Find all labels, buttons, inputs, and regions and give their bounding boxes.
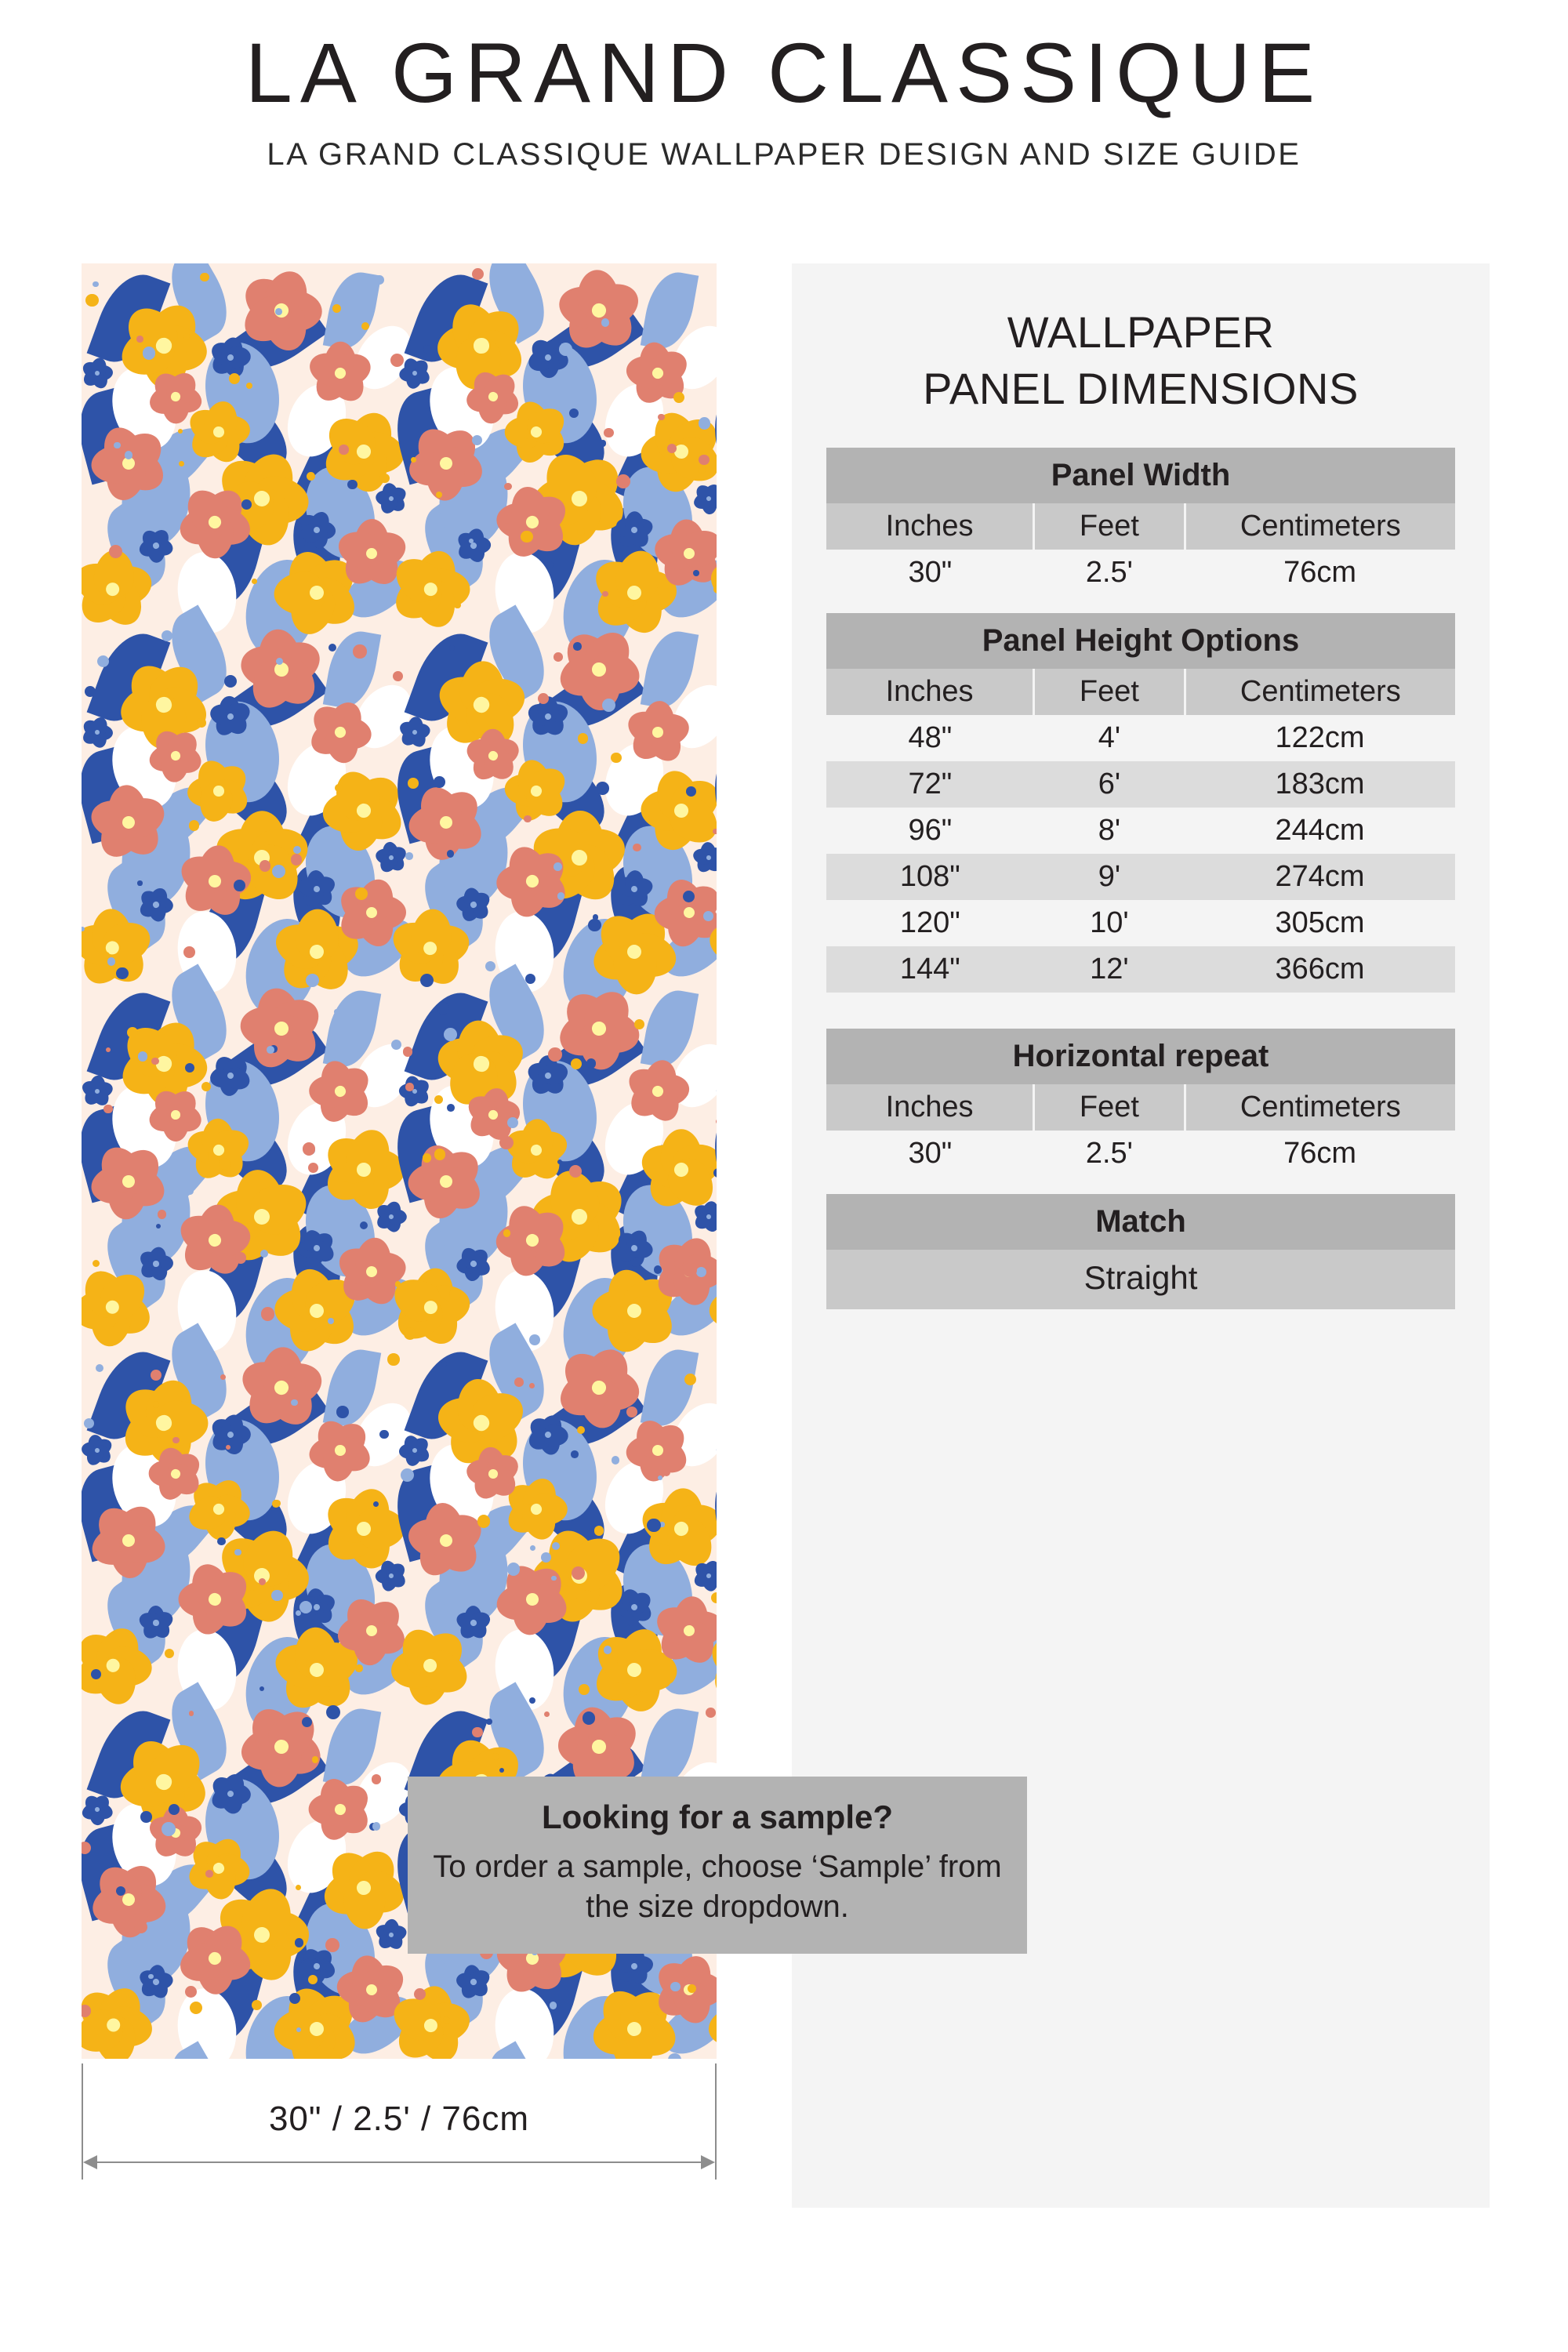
- accent-dot: [93, 281, 99, 288]
- accent-dot: [355, 1664, 362, 1671]
- accent-dot: [97, 655, 109, 667]
- cell-inches: 108": [826, 854, 1034, 900]
- pattern-tile: [399, 622, 717, 982]
- cell-feet: 6': [1034, 761, 1185, 808]
- accent-dot: [308, 1975, 318, 1984]
- table-header-row: [826, 1084, 1455, 1131]
- accent-dot: [559, 343, 572, 356]
- accent-dot: [504, 523, 511, 530]
- match-heading: Match: [826, 1194, 1455, 1250]
- accent-dot: [252, 2000, 262, 2010]
- column-header-centimeters: Centimeters: [1185, 669, 1455, 715]
- accent-dot: [577, 1426, 585, 1434]
- accent-dot: [116, 967, 128, 979]
- accent-dot: [404, 1327, 416, 1340]
- accent-dot: [312, 1756, 318, 1762]
- accent-dot: [261, 1307, 275, 1321]
- accent-dot: [658, 414, 664, 420]
- column-header-centimeters: Centimeters: [1185, 503, 1455, 550]
- flower-shape: [303, 1414, 377, 1487]
- accent-dot: [379, 474, 389, 483]
- accent-dot: [486, 1719, 492, 1725]
- accent-dot: [514, 1377, 524, 1387]
- accent-dot: [96, 1364, 103, 1372]
- column-header-feet: Feet: [1034, 669, 1185, 715]
- accent-dot: [272, 1500, 280, 1508]
- table-row: [826, 715, 1455, 761]
- accent-dot: [136, 336, 143, 343]
- column-header-inches: Inches: [826, 669, 1034, 715]
- accent-dot: [644, 811, 650, 816]
- accent-dot: [291, 1399, 298, 1406]
- accent-dot: [307, 472, 315, 481]
- accent-dot: [372, 1774, 381, 1784]
- flower-shape: [138, 1246, 175, 1283]
- flower-shape: [138, 1605, 173, 1640]
- accent-dot: [408, 778, 419, 789]
- accent-dot: [241, 499, 252, 510]
- accent-dot: [611, 753, 622, 764]
- accent-dot: [699, 455, 709, 465]
- pattern-tile: [399, 263, 717, 622]
- accent-dot: [654, 1265, 662, 1273]
- accent-dot: [573, 642, 582, 651]
- accent-dot: [524, 815, 531, 822]
- accent-dot: [156, 1224, 161, 1229]
- horizontal-repeat-table: [826, 1084, 1455, 1177]
- accent-dot: [368, 1240, 376, 1248]
- accent-dot: [541, 1552, 551, 1563]
- flower-shape: [209, 1054, 253, 1098]
- accent-dot: [328, 1318, 334, 1324]
- flower-shape: [489, 1556, 575, 1642]
- table-row: [826, 900, 1455, 946]
- accent-dot: [372, 2021, 383, 2031]
- accent-dot: [375, 275, 384, 285]
- pattern-tile: [82, 982, 399, 1341]
- accent-dot: [205, 1363, 216, 1374]
- table-row: [826, 946, 1455, 993]
- accent-dot: [103, 1105, 112, 1113]
- cell-centimeters: 305cm: [1275, 906, 1365, 940]
- accent-dot: [95, 379, 102, 387]
- accent-dot: [693, 570, 699, 575]
- accent-dot: [503, 1229, 510, 1236]
- accent-dot: [593, 914, 598, 920]
- cell-inches: 30": [908, 556, 953, 590]
- accent-dot: [84, 1418, 94, 1428]
- accent-dot: [411, 457, 416, 463]
- accent-dot: [179, 461, 184, 466]
- accent-dot: [326, 1705, 340, 1719]
- accent-dot: [260, 1250, 268, 1258]
- accent-dot: [454, 602, 460, 608]
- column-header-inches: Inches: [826, 503, 1034, 550]
- accent-dot: [186, 1188, 193, 1195]
- accent-dot: [137, 880, 142, 885]
- accent-dot: [205, 1870, 213, 1878]
- cell-feet: 2.5': [1085, 1137, 1133, 1171]
- accent-dot: [472, 1727, 483, 1738]
- accent-dot: [521, 531, 532, 543]
- accent-dot: [217, 1537, 225, 1545]
- accent-dot: [499, 1136, 513, 1149]
- table-header-row: [826, 503, 1455, 550]
- pattern-tile: [82, 1341, 399, 1700]
- accent-dot: [423, 1153, 432, 1163]
- accent-dot: [379, 1430, 388, 1439]
- accent-dot: [683, 891, 695, 902]
- pattern-tile: [399, 982, 717, 1341]
- accent-dot: [477, 1515, 490, 1527]
- panel-width-heading: Panel Width: [826, 448, 1455, 503]
- accent-dot: [289, 1993, 300, 2004]
- accent-dot: [529, 1697, 535, 1704]
- cell-feet: 2.5': [1085, 556, 1133, 590]
- accent-dot: [571, 1450, 578, 1457]
- accent-dot: [271, 1590, 282, 1601]
- accent-dot: [604, 1646, 612, 1654]
- cell-feet: 12': [1034, 946, 1185, 993]
- table-row: [826, 550, 1455, 596]
- page-subtitle: LA GRAND CLASSIQUE WALLPAPER DESIGN AND SIZE GUIDE: [267, 137, 1301, 172]
- accent-dot: [403, 1047, 412, 1056]
- accent-dot: [703, 911, 713, 921]
- accent-dot: [190, 2002, 202, 2014]
- sample-box-title: Looking for a sample?: [541, 1798, 894, 1835]
- cell-centimeters: 122cm: [1275, 721, 1365, 755]
- column-header-inches: Inches: [826, 1084, 1034, 1131]
- accent-dot: [246, 383, 252, 389]
- accent-dot: [633, 844, 641, 852]
- flower-shape: [624, 699, 691, 766]
- accent-dot: [684, 1374, 696, 1385]
- cell-feet: 8': [1098, 814, 1121, 848]
- accent-dot: [295, 1938, 304, 1947]
- cell-feet: 10': [1090, 906, 1129, 940]
- accent-dot: [604, 428, 613, 437]
- accent-dot: [531, 1256, 536, 1261]
- accent-dot: [434, 1149, 445, 1160]
- accent-dot: [303, 1142, 315, 1155]
- accent-dot: [447, 850, 455, 858]
- arrow-right-icon: [701, 2155, 715, 2169]
- accent-dot: [579, 1684, 590, 1695]
- accent-dot: [634, 1019, 644, 1029]
- accent-dot: [699, 417, 711, 430]
- table-row: [826, 854, 1455, 900]
- panel-width-table: [826, 503, 1455, 596]
- accent-dot: [669, 1682, 678, 1692]
- table-row: [826, 761, 1455, 808]
- cell-feet: 9': [1034, 854, 1185, 900]
- accent-dot: [485, 961, 495, 971]
- accent-dot: [612, 1456, 620, 1465]
- accent-dot: [252, 579, 257, 584]
- panel-height-heading: Panel Height Options: [826, 613, 1455, 669]
- accent-dot: [162, 1822, 176, 1836]
- accent-dot: [588, 919, 601, 932]
- accent-dot: [686, 786, 696, 797]
- accent-dot: [189, 820, 199, 830]
- cell-centimeters: 274cm: [1185, 854, 1455, 900]
- sample-box-text: To order a sample, choose ‘Sample’ from the size dropdown.: [433, 1849, 1002, 1925]
- accent-dot: [302, 1717, 312, 1727]
- accent-dot: [405, 852, 413, 860]
- accent-dot: [530, 1545, 535, 1551]
- accent-dot: [472, 268, 484, 280]
- accent-dot: [336, 1406, 348, 1417]
- accent-dot: [716, 1119, 717, 1124]
- accent-dot: [235, 1252, 247, 1264]
- pattern-tile: [82, 622, 399, 982]
- horizontal-repeat-heading: Horizontal repeat: [826, 1029, 1455, 1084]
- pattern-tile: [399, 1341, 717, 1700]
- accent-dot: [444, 1028, 457, 1041]
- flower-shape: [463, 1443, 523, 1504]
- cell-inches: 48": [908, 721, 953, 755]
- accent-dot: [387, 1353, 400, 1366]
- accent-dot: [572, 1566, 585, 1580]
- accent-dot: [414, 1988, 426, 2000]
- accent-dot: [546, 561, 554, 568]
- column-header-feet: Feet: [1034, 503, 1185, 550]
- accent-dot: [140, 1811, 152, 1823]
- accent-dot: [165, 1649, 175, 1659]
- accent-dot: [169, 846, 176, 854]
- measure-label: 30" / 2.5' / 76cm: [268, 2100, 530, 2138]
- accent-dot: [339, 445, 348, 454]
- accent-dot: [183, 333, 190, 339]
- table-row: [826, 1131, 1455, 1177]
- accent-dot: [551, 1576, 557, 1581]
- accent-dot: [578, 733, 589, 744]
- accent-dot: [151, 1058, 158, 1065]
- cell-inches: 144": [826, 946, 1034, 993]
- accent-dot: [586, 1058, 596, 1068]
- accent-dot: [443, 2016, 451, 2024]
- accent-dot: [114, 442, 120, 448]
- accent-dot: [557, 892, 564, 899]
- accent-dot: [662, 1468, 671, 1476]
- accent-dot: [507, 1563, 520, 1575]
- arrow-left-icon: [83, 2155, 97, 2169]
- accent-dot: [616, 474, 630, 488]
- accent-dot: [602, 591, 608, 597]
- accent-dot: [189, 1711, 194, 1716]
- accent-dot: [441, 1361, 447, 1367]
- pattern-tile: [82, 263, 399, 622]
- accent-dot: [688, 1984, 696, 1993]
- accent-dot: [162, 630, 172, 641]
- accent-dot: [352, 1602, 366, 1616]
- panel-height-table: [826, 669, 1455, 993]
- accent-dot: [93, 1260, 100, 1267]
- cell-inches: 96": [908, 814, 953, 848]
- accent-dot: [683, 1263, 697, 1277]
- accent-dot: [197, 718, 206, 728]
- accent-dot: [200, 273, 209, 282]
- accent-dot: [449, 645, 455, 651]
- accent-dot: [504, 483, 511, 490]
- cell-inches: 30": [908, 1137, 953, 1171]
- accent-dot: [325, 1938, 339, 1952]
- accent-dot: [91, 1669, 101, 1679]
- flower-shape: [149, 1088, 202, 1142]
- accent-dot: [158, 1210, 166, 1218]
- accent-dot: [234, 1549, 241, 1555]
- cell-centimeters: 183cm: [1185, 761, 1455, 808]
- accent-dot: [596, 782, 609, 795]
- flower-shape: [296, 869, 336, 909]
- accent-dot: [335, 784, 343, 792]
- info-title-line-2: PANEL DIMENSIONS: [923, 363, 1359, 413]
- accent-dot: [372, 1822, 381, 1831]
- accent-dot: [347, 480, 357, 489]
- cell-feet: 4': [1098, 721, 1121, 755]
- column-header-feet: Feet: [1034, 1084, 1185, 1131]
- accent-dot: [172, 1437, 180, 1444]
- accent-dot: [602, 699, 615, 712]
- accent-dot: [220, 1374, 226, 1380]
- flower-shape: [82, 1433, 114, 1468]
- accent-dot: [148, 1974, 154, 1980]
- accent-dot: [134, 1921, 147, 1933]
- accent-dot: [554, 862, 562, 871]
- accent-dot: [296, 1885, 301, 1890]
- flower-shape: [89, 1501, 169, 1581]
- accent-dot: [573, 2042, 583, 2051]
- accent-dot: [260, 860, 270, 871]
- accent-dot: [360, 1221, 368, 1230]
- accent-dot: [449, 1288, 461, 1300]
- cell-centimeters: 76cm: [1283, 556, 1357, 590]
- accent-dot: [647, 1519, 660, 1532]
- info-title-line-1: WALLPAPER: [1007, 307, 1275, 357]
- cell-inches: 72": [826, 761, 1034, 808]
- page-header: [0, 0, 1568, 172]
- accent-dot: [291, 854, 302, 865]
- match-value: Straight: [826, 1250, 1455, 1309]
- accent-dot: [275, 308, 282, 315]
- accent-dot: [437, 1002, 448, 1014]
- accent-dot: [355, 887, 368, 900]
- accent-dot: [571, 1058, 582, 1069]
- accent-dot: [226, 1445, 230, 1450]
- table-header-row: [826, 669, 1455, 715]
- accent-dot: [85, 294, 99, 307]
- accent-dot: [107, 957, 115, 965]
- cell-centimeters: 244cm: [1275, 814, 1365, 848]
- accent-dot: [626, 1406, 637, 1417]
- accent-dot: [706, 1708, 716, 1718]
- flower-shape: [322, 1128, 405, 1210]
- accent-dot: [600, 440, 607, 447]
- info-panel-title: [826, 304, 1455, 416]
- accent-dot: [353, 644, 366, 658]
- panel-width-measurement: [82, 2063, 717, 2189]
- accent-dot: [550, 2002, 557, 2009]
- accent-dot: [436, 492, 442, 498]
- accent-dot: [234, 880, 245, 891]
- flower-shape: [613, 1227, 656, 1270]
- column-header-centimeters: Centimeters: [1185, 1084, 1455, 1131]
- flower-shape: [82, 716, 114, 749]
- accent-dot: [153, 1401, 159, 1407]
- accent-dot: [138, 1051, 147, 1061]
- content-area: [0, 263, 1568, 2352]
- accent-dot: [492, 1753, 499, 1761]
- pattern-tile: [82, 1700, 399, 2059]
- accent-dot: [548, 1047, 562, 1062]
- accent-dot: [673, 392, 684, 403]
- sample-info-box: [408, 1777, 1027, 1954]
- accent-dot: [405, 1083, 413, 1091]
- cell-centimeters: 366cm: [1185, 946, 1455, 993]
- table-row: [826, 808, 1455, 854]
- measure-arrow-line: [88, 2161, 710, 2163]
- brand-title: LA GRAND CLASSIQUE: [245, 25, 1323, 120]
- accent-dot: [224, 675, 237, 688]
- accent-dot: [670, 1982, 680, 1991]
- cell-inches: 120": [899, 906, 960, 940]
- accent-dot: [544, 1711, 550, 1717]
- accent-dot: [554, 652, 563, 662]
- accent-dot: [328, 644, 336, 652]
- cell-centimeters: 76cm: [1283, 1137, 1357, 1171]
- accent-dot: [361, 322, 370, 331]
- accent-dot: [594, 1526, 604, 1535]
- accent-dot: [688, 1312, 697, 1322]
- accent-dot: [334, 1009, 339, 1014]
